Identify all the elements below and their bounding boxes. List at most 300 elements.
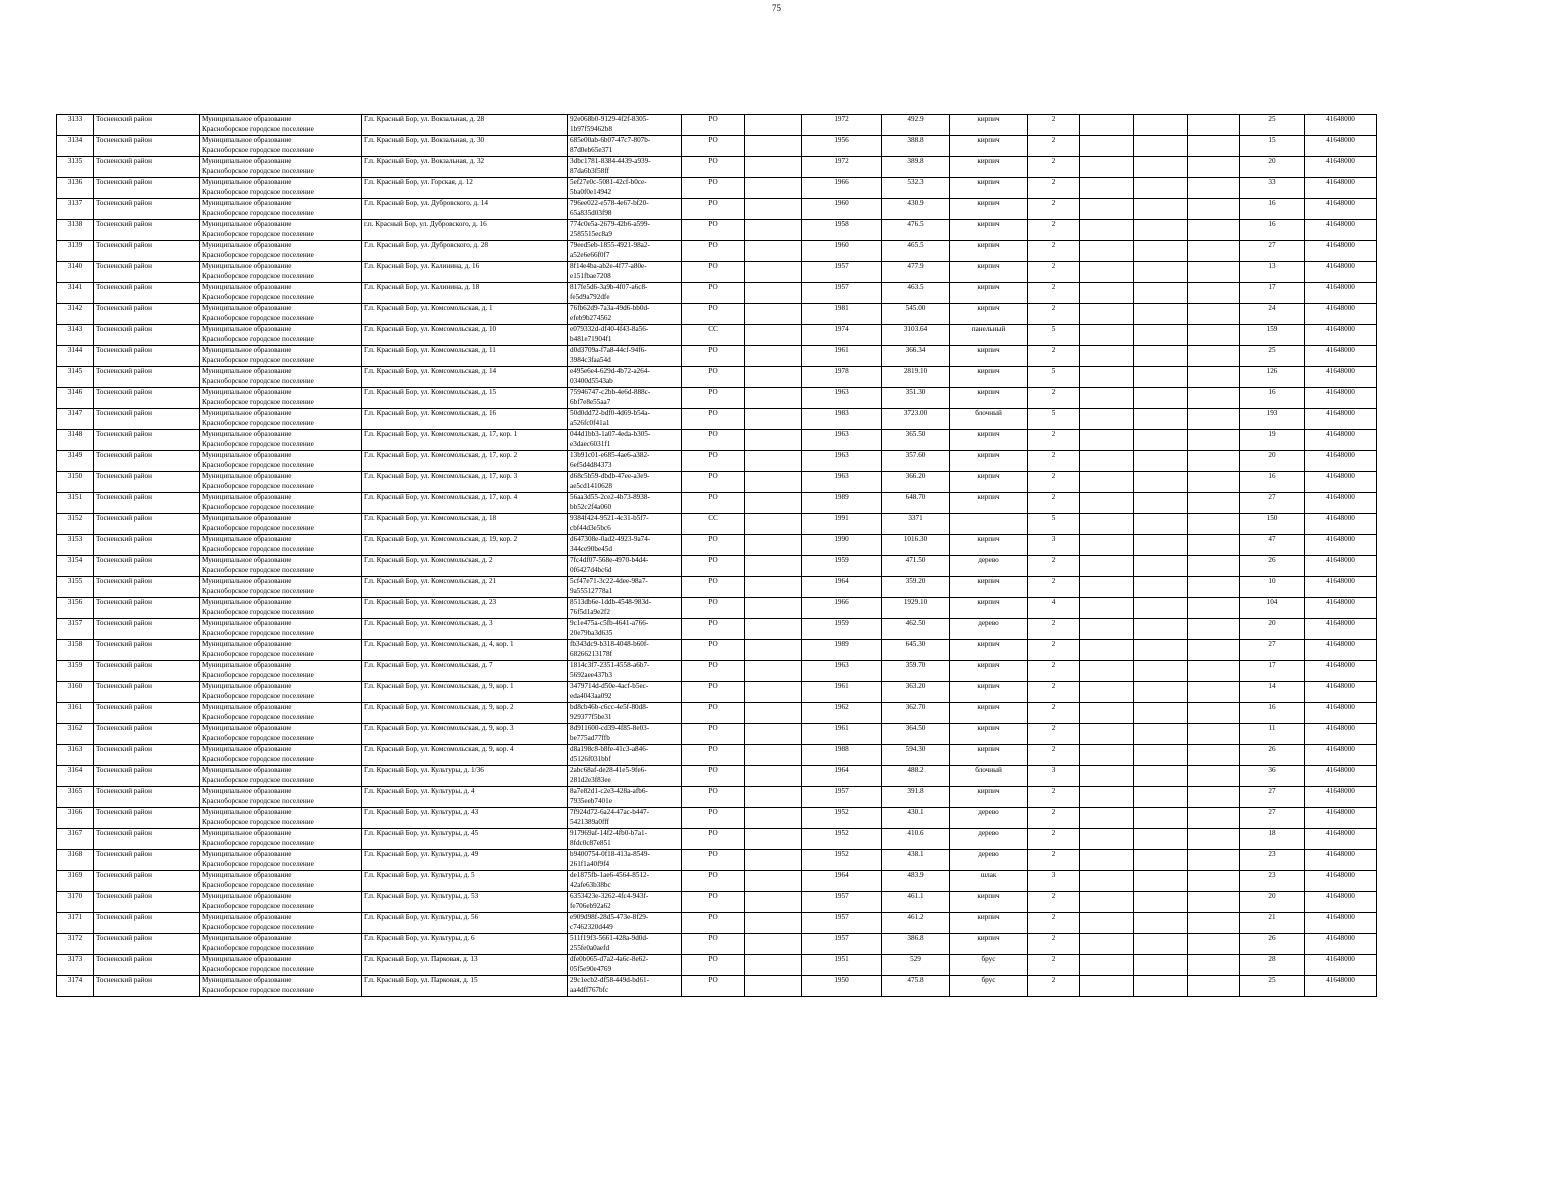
municipality-line: Муниципальное образование <box>202 766 292 774</box>
empty-cell <box>1080 115 1134 136</box>
guid-line: e3daec6031f1 <box>570 439 611 448</box>
oktmo-cell: 41648000 <box>1305 892 1377 913</box>
guid-line: 13b91c01-e685-4ae6-a382- <box>570 451 650 459</box>
management-type-cell: РО <box>682 934 745 955</box>
floors-cell: 5 <box>1028 325 1080 346</box>
apartments-cell: 25 <box>1240 346 1305 367</box>
guid-line: 1814c3f7-2351-4558-a6b7- <box>570 661 650 669</box>
oktmo-cell: 41648000 <box>1305 808 1377 829</box>
guid-line: be775ad77ffb <box>570 733 610 742</box>
build-year-cell: 1963 <box>802 451 882 472</box>
guid-line: b9400754-0f18-413a-8549- <box>570 850 650 858</box>
municipality-cell <box>200 661 362 682</box>
guid-line: 0f6427d4bc6d <box>570 565 612 574</box>
area-cell: 1016.30 <box>882 535 950 556</box>
management-type-cell: РО <box>682 724 745 745</box>
wall-material-cell: кирпич <box>950 745 1028 766</box>
empty-cell <box>745 892 802 913</box>
build-year-cell: 1957 <box>802 892 882 913</box>
guid-line: 6353423e-3262-4fc4-943f- <box>570 892 649 900</box>
empty-cell <box>1134 157 1188 178</box>
management-type-cell: РО <box>682 472 745 493</box>
apartments-cell: 150 <box>1240 514 1305 535</box>
empty-cell <box>745 556 802 577</box>
municipality-line: Красноборское городское поселение <box>202 796 314 805</box>
empty-cell <box>1134 346 1188 367</box>
guid-line: 65a835d03f98 <box>570 208 612 217</box>
empty-cell <box>1134 136 1188 157</box>
guid-cell <box>568 871 682 892</box>
empty-cell <box>1080 430 1134 451</box>
oktmo-cell: 41648000 <box>1305 283 1377 304</box>
oktmo-cell: 41648000 <box>1305 472 1377 493</box>
table-row <box>57 409 1377 430</box>
empty-cell <box>1080 304 1134 325</box>
management-type-cell: РО <box>682 493 745 514</box>
oktmo-cell: 41648000 <box>1305 115 1377 136</box>
management-type-cell: РО <box>682 829 745 850</box>
build-year-cell: 1990 <box>802 535 882 556</box>
municipality-line: Красноборское городское поселение <box>202 670 314 679</box>
build-year-cell: 1963 <box>802 388 882 409</box>
district-cell: Тосненский район <box>94 745 200 766</box>
municipality-line: Красноборское городское поселение <box>202 817 314 826</box>
municipality-cell <box>200 703 362 724</box>
apartments-cell: 16 <box>1240 472 1305 493</box>
guid-line: 817fe5d6-3a9b-4f07-a6c8- <box>570 283 648 291</box>
empty-cell <box>745 913 802 934</box>
area-cell: 471.50 <box>882 556 950 577</box>
table-row <box>57 808 1377 829</box>
municipality-line: Красноборское городское поселение <box>202 397 314 406</box>
oktmo-cell: 41648000 <box>1305 262 1377 283</box>
oktmo-cell: 41648000 <box>1305 556 1377 577</box>
table-row <box>57 115 1377 136</box>
guid-line: 68266213178f <box>570 649 612 658</box>
guid-line: 685e00ab-6b07-47c7-807b- <box>570 136 651 144</box>
guid-line: e909d98f-28d5-473e-8f29- <box>570 913 649 921</box>
empty-cell <box>1134 556 1188 577</box>
table-row <box>57 913 1377 934</box>
table-row <box>57 220 1377 241</box>
build-year-cell: 1972 <box>802 115 882 136</box>
empty-cell <box>1134 199 1188 220</box>
row-number-cell: 3135 <box>57 157 94 178</box>
empty-cell <box>1134 493 1188 514</box>
wall-material-cell: кирпич <box>950 661 1028 682</box>
build-year-cell: 1957 <box>802 913 882 934</box>
row-number-cell: 3139 <box>57 241 94 262</box>
wall-material-cell: шлак <box>950 871 1028 892</box>
area-cell: 488.2 <box>882 766 950 787</box>
build-year-cell: 1957 <box>802 787 882 808</box>
oktmo-cell: 41648000 <box>1305 199 1377 220</box>
empty-cell <box>1080 766 1134 787</box>
address-cell: Г.п. Красный Бор, ул. Комсомольская, д. 21 <box>362 577 568 598</box>
district-cell: Тосненский район <box>94 115 200 136</box>
table-row <box>57 724 1377 745</box>
area-cell: 492.9 <box>882 115 950 136</box>
address-cell: Г.п. Красный Бор, ул. Комсомольская, д. 9, кор. 2 <box>362 703 568 724</box>
oktmo-cell: 41648000 <box>1305 451 1377 472</box>
empty-cell <box>1188 556 1240 577</box>
guid-line: 76f5d1a9e2f2 <box>570 607 610 616</box>
empty-cell <box>745 640 802 661</box>
area-cell: 391.8 <box>882 787 950 808</box>
guid-line: de1875fb-1ae6-4564-8512- <box>570 871 650 879</box>
guid-line: 56aa3d55-2ce2-4b73-8938- <box>570 493 650 501</box>
build-year-cell: 1966 <box>802 178 882 199</box>
guid-cell <box>568 724 682 745</box>
row-number-cell: 3155 <box>57 577 94 598</box>
floors-cell: 2 <box>1028 262 1080 283</box>
area-cell: 359.70 <box>882 661 950 682</box>
district-cell: Тосненский район <box>94 388 200 409</box>
guid-line: efeb9b274562 <box>570 313 612 322</box>
empty-cell <box>1188 766 1240 787</box>
floors-cell: 2 <box>1028 724 1080 745</box>
address-cell: Г.п. Красный Бор, ул. Комсомольская, д. 9, кор. 3 <box>362 724 568 745</box>
row-number-cell: 3151 <box>57 493 94 514</box>
municipality-line: Муниципальное образование <box>202 409 292 417</box>
municipality-line: Красноборское городское поселение <box>202 985 314 994</box>
row-number-cell: 3150 <box>57 472 94 493</box>
municipality-line: Красноборское городское поселение <box>202 124 314 133</box>
empty-cell <box>1188 640 1240 661</box>
municipality-cell <box>200 430 362 451</box>
wall-material-cell: кирпич <box>950 913 1028 934</box>
district-cell: Тосненский район <box>94 493 200 514</box>
floors-cell: 2 <box>1028 913 1080 934</box>
table-row <box>57 367 1377 388</box>
municipality-line: Муниципальное образование <box>202 640 292 648</box>
floors-cell: 2 <box>1028 787 1080 808</box>
guid-line: 1b97f59462b8 <box>570 124 612 133</box>
empty-cell <box>745 619 802 640</box>
oktmo-cell: 41648000 <box>1305 220 1377 241</box>
wall-material-cell: дерево <box>950 829 1028 850</box>
build-year-cell: 1951 <box>802 955 882 976</box>
empty-cell <box>745 976 802 997</box>
wall-material-cell: кирпич <box>950 535 1028 556</box>
empty-cell <box>1134 913 1188 934</box>
table-row <box>57 157 1377 178</box>
floors-cell: 2 <box>1028 472 1080 493</box>
municipality-line: Муниципальное образование <box>202 934 292 942</box>
municipality-cell <box>200 829 362 850</box>
wall-material-cell: брус <box>950 976 1028 997</box>
municipality-line: Муниципальное образование <box>202 220 292 228</box>
municipality-cell <box>200 472 362 493</box>
area-cell: 357.60 <box>882 451 950 472</box>
oktmo-cell: 41648000 <box>1305 682 1377 703</box>
empty-cell <box>745 241 802 262</box>
apartments-cell: 16 <box>1240 388 1305 409</box>
empty-cell <box>1134 262 1188 283</box>
address-cell: Г.п. Красный Бор, ул. Комсомольская, д. 17, кор. 2 <box>362 451 568 472</box>
empty-cell <box>1134 871 1188 892</box>
municipality-cell <box>200 262 362 283</box>
wall-material-cell: дерево <box>950 808 1028 829</box>
guid-line: 281d2e3f83ee <box>570 775 611 784</box>
empty-cell <box>1134 241 1188 262</box>
empty-cell <box>745 493 802 514</box>
district-cell: Тосненский район <box>94 766 200 787</box>
empty-cell <box>1080 451 1134 472</box>
row-number-cell: 3154 <box>57 556 94 577</box>
build-year-cell: 1962 <box>802 703 882 724</box>
empty-cell <box>745 514 802 535</box>
address-cell: Г.п. Красный Бор, ул. Парковая, д. 15 <box>362 976 568 997</box>
floors-cell: 5 <box>1028 514 1080 535</box>
empty-cell <box>1080 955 1134 976</box>
guid-line: 255fe0a0aefd <box>570 943 610 952</box>
floors-cell: 2 <box>1028 934 1080 955</box>
address-cell: Г.п. Красный Бор, ул. Комсомольская, д. 10 <box>362 325 568 346</box>
empty-cell <box>1080 787 1134 808</box>
guid-line: a526fc0f41a1 <box>570 418 610 427</box>
build-year-cell: 1963 <box>802 661 882 682</box>
row-number-cell: 3165 <box>57 787 94 808</box>
empty-cell <box>745 766 802 787</box>
wall-material-cell: кирпич <box>950 703 1028 724</box>
address-cell: Г.п. Красный Бор, ул. Калинина, д. 18 <box>362 283 568 304</box>
address-cell: Г.п. Красный Бор, ул. Комсомольская, д. 2 <box>362 556 568 577</box>
management-type-cell: РО <box>682 640 745 661</box>
municipality-line: Муниципальное образование <box>202 304 292 312</box>
row-number-cell: 3172 <box>57 934 94 955</box>
municipality-line: Красноборское городское поселение <box>202 250 314 259</box>
row-number-cell: 3170 <box>57 892 94 913</box>
municipality-line: Красноборское городское поселение <box>202 523 314 532</box>
apartments-cell: 27 <box>1240 808 1305 829</box>
guid-line: bd8cb46b-c6cc-4e5f-80d8- <box>570 703 649 711</box>
guid-line: 2abc68af-de28-41e5-9fe6- <box>570 766 647 774</box>
municipality-cell <box>200 913 362 934</box>
build-year-cell: 1989 <box>802 640 882 661</box>
floors-cell: 2 <box>1028 682 1080 703</box>
apartments-cell: 126 <box>1240 367 1305 388</box>
municipality-cell <box>200 325 362 346</box>
guid-line: d647308e-0ad2-4923-9a74- <box>570 535 651 543</box>
build-year-cell: 1983 <box>802 409 882 430</box>
empty-cell <box>1188 304 1240 325</box>
address-cell: Г.п. Красный Бор, ул. Горская, д. 12 <box>362 178 568 199</box>
guid-line: 344ce90be45d <box>570 544 612 553</box>
district-cell: Тосненский район <box>94 829 200 850</box>
empty-cell <box>745 829 802 850</box>
municipality-cell <box>200 745 362 766</box>
municipality-line: Красноборское городское поселение <box>202 376 314 385</box>
apartments-cell: 159 <box>1240 325 1305 346</box>
empty-cell <box>1188 682 1240 703</box>
guid-cell <box>568 199 682 220</box>
address-cell: Г.п. Красный Бор, ул. Вокзальная, д. 30 <box>362 136 568 157</box>
empty-cell <box>1134 304 1188 325</box>
row-number-cell: 3168 <box>57 850 94 871</box>
area-cell: 430.1 <box>882 808 950 829</box>
guid-cell <box>568 115 682 136</box>
empty-cell <box>1188 157 1240 178</box>
row-number-cell: 3174 <box>57 976 94 997</box>
municipality-cell <box>200 808 362 829</box>
municipality-cell <box>200 934 362 955</box>
municipality-cell <box>200 892 362 913</box>
empty-cell <box>745 199 802 220</box>
empty-cell <box>1188 241 1240 262</box>
table-row <box>57 598 1377 619</box>
table-row <box>57 619 1377 640</box>
empty-cell <box>1134 577 1188 598</box>
oktmo-cell: 41648000 <box>1305 241 1377 262</box>
guid-line: d68c5b59-dbdb-47ee-a3e9- <box>570 472 650 480</box>
empty-cell <box>1134 367 1188 388</box>
empty-cell <box>1134 934 1188 955</box>
table-row <box>57 556 1377 577</box>
area-cell: 3371 <box>882 514 950 535</box>
table-row <box>57 430 1377 451</box>
empty-cell <box>1188 220 1240 241</box>
municipality-line: Муниципальное образование <box>202 703 292 711</box>
build-year-cell: 1974 <box>802 325 882 346</box>
municipality-line: Красноборское городское поселение <box>202 964 314 973</box>
empty-cell <box>745 703 802 724</box>
wall-material-cell: кирпич <box>950 430 1028 451</box>
management-type-cell: СС <box>682 325 745 346</box>
municipality-line: Красноборское городское поселение <box>202 439 314 448</box>
district-cell: Тосненский район <box>94 136 200 157</box>
oktmo-cell: 41648000 <box>1305 388 1377 409</box>
apartments-cell: 28 <box>1240 955 1305 976</box>
empty-cell <box>745 178 802 199</box>
guid-cell <box>568 493 682 514</box>
empty-cell <box>745 682 802 703</box>
management-type-cell: РО <box>682 850 745 871</box>
district-cell: Тосненский район <box>94 430 200 451</box>
municipality-cell <box>200 598 362 619</box>
guid-cell <box>568 535 682 556</box>
municipality-line: Муниципальное образование <box>202 430 292 438</box>
guid-line: 3479714d-d50e-4acf-b5ec- <box>570 682 649 690</box>
empty-cell <box>1188 598 1240 619</box>
apartments-cell: 16 <box>1240 199 1305 220</box>
empty-cell <box>1134 388 1188 409</box>
oktmo-cell: 41648000 <box>1305 913 1377 934</box>
address-cell: Г.п. Красный Бор, ул. Комсомольская, д. 11 <box>362 346 568 367</box>
municipality-cell <box>200 136 362 157</box>
municipality-cell <box>200 451 362 472</box>
empty-cell <box>1188 199 1240 220</box>
oktmo-cell: 41648000 <box>1305 178 1377 199</box>
empty-cell <box>1188 661 1240 682</box>
area-cell: 362.70 <box>882 703 950 724</box>
apartments-cell: 33 <box>1240 178 1305 199</box>
municipality-cell <box>200 871 362 892</box>
guid-line: 8a7e82d1-c2e3-428a-afb6- <box>570 787 648 795</box>
area-cell: 430.9 <box>882 199 950 220</box>
table-row <box>57 136 1377 157</box>
empty-cell <box>1188 115 1240 136</box>
municipality-line: Красноборское городское поселение <box>202 334 314 343</box>
empty-cell <box>1188 724 1240 745</box>
guid-line: e151fbae7208 <box>570 271 611 280</box>
guid-line: fe706eb92a62 <box>570 901 611 910</box>
wall-material-cell: дерево <box>950 556 1028 577</box>
build-year-cell: 1963 <box>802 430 882 451</box>
guid-line: aa4dff767bfc <box>570 985 609 994</box>
municipality-line: Красноборское городское поселение <box>202 901 314 910</box>
empty-cell <box>1080 829 1134 850</box>
management-type-cell: РО <box>682 661 745 682</box>
empty-cell <box>1080 409 1134 430</box>
empty-cell <box>1080 724 1134 745</box>
empty-cell <box>1134 535 1188 556</box>
empty-cell <box>745 535 802 556</box>
oktmo-cell: 41648000 <box>1305 829 1377 850</box>
oktmo-cell: 41648000 <box>1305 703 1377 724</box>
municipality-line: Муниципальное образование <box>202 346 292 354</box>
empty-cell <box>1134 829 1188 850</box>
empty-cell <box>1080 703 1134 724</box>
municipality-line: Муниципальное образование <box>202 199 292 207</box>
municipality-line: Муниципальное образование <box>202 325 292 333</box>
address-cell: Г.п. Красный Бор, ул. Комсомольская, д. 7 <box>362 661 568 682</box>
wall-material-cell: кирпич <box>950 388 1028 409</box>
district-cell: Тосненский район <box>94 724 200 745</box>
municipality-line: Муниципальное образование <box>202 451 292 459</box>
guid-cell <box>568 892 682 913</box>
table-row <box>57 472 1377 493</box>
housing-register-table <box>56 114 1377 997</box>
floors-cell: 2 <box>1028 556 1080 577</box>
oktmo-cell: 41648000 <box>1305 304 1377 325</box>
empty-cell <box>1080 283 1134 304</box>
row-number-cell: 3158 <box>57 640 94 661</box>
empty-cell <box>1080 493 1134 514</box>
address-cell: Г.п. Красный Бор, ул. Культуры, д. 5 <box>362 871 568 892</box>
management-type-cell: РО <box>682 619 745 640</box>
guid-cell <box>568 346 682 367</box>
district-cell: Тосненский район <box>94 451 200 472</box>
build-year-cell: 1991 <box>802 514 882 535</box>
area-cell: 366.20 <box>882 472 950 493</box>
management-type-cell: РО <box>682 871 745 892</box>
municipality-line: Красноборское городское поселение <box>202 460 314 469</box>
apartments-cell: 25 <box>1240 115 1305 136</box>
guid-line: 3984c3faa54d <box>570 355 611 364</box>
empty-cell <box>1134 619 1188 640</box>
district-cell: Тосненский район <box>94 598 200 619</box>
apartments-cell: 23 <box>1240 871 1305 892</box>
municipality-line: Муниципальное образование <box>202 136 292 144</box>
area-cell: 410.6 <box>882 829 950 850</box>
empty-cell <box>1134 325 1188 346</box>
municipality-line: Красноборское городское поселение <box>202 943 314 952</box>
build-year-cell: 1950 <box>802 976 882 997</box>
district-cell: Тосненский район <box>94 367 200 388</box>
wall-material-cell: кирпич <box>950 787 1028 808</box>
oktmo-cell: 41648000 <box>1305 976 1377 997</box>
address-cell: Г.п. Красный Бор, ул. Комсомольская, д. 16 <box>362 409 568 430</box>
empty-cell <box>1134 724 1188 745</box>
row-number-cell: 3153 <box>57 535 94 556</box>
guid-line: 79eed5eb-1855-4921-98a2- <box>570 241 650 249</box>
area-cell: 386.8 <box>882 934 950 955</box>
empty-cell <box>1080 892 1134 913</box>
table-row <box>57 976 1377 997</box>
guid-cell <box>568 472 682 493</box>
municipality-line: Муниципальное образование <box>202 367 292 375</box>
